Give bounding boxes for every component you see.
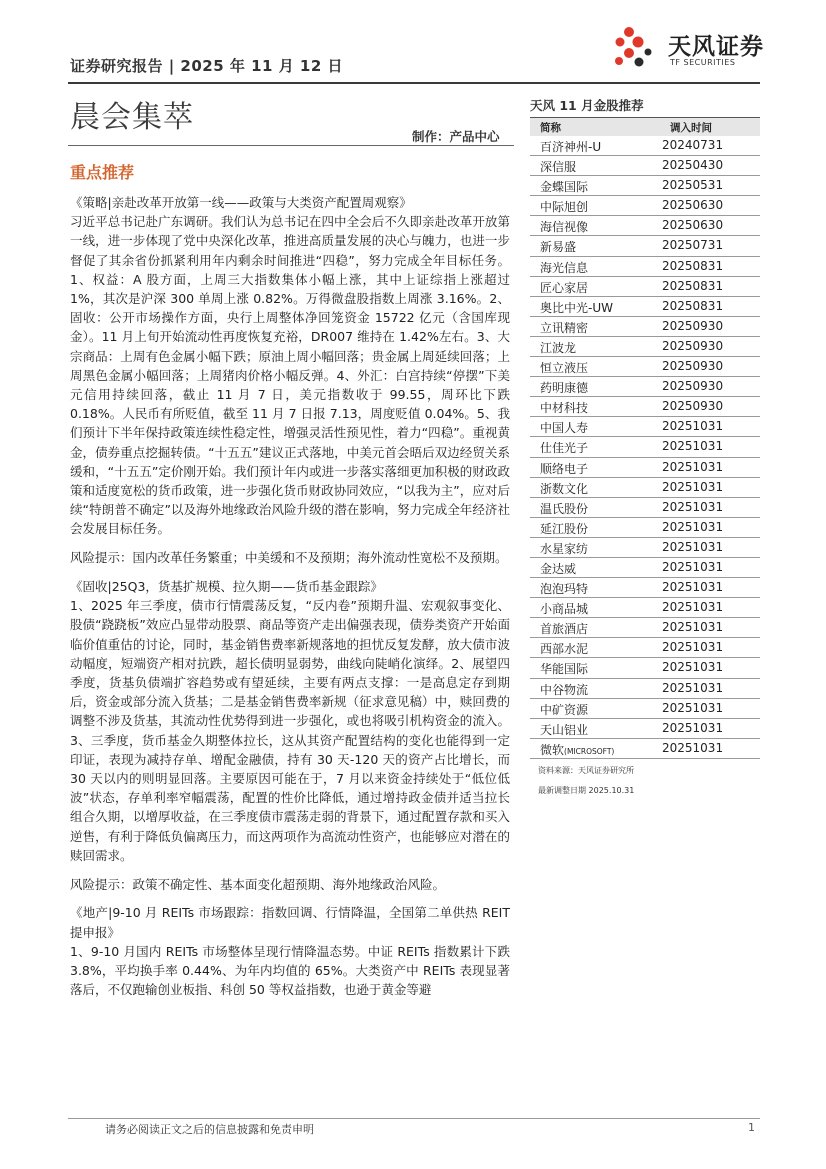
article-title: 《固收|25Q3，货基扩规模、拉久期——货币基金跟踪》 bbox=[70, 579, 383, 595]
entry-date: 20250630 bbox=[662, 198, 724, 213]
producer-label: 制作：产品中心 bbox=[412, 129, 500, 144]
table-row bbox=[530, 598, 760, 618]
entry-date: 20251031 bbox=[662, 600, 724, 615]
stock-name: 水星家纺 bbox=[540, 541, 589, 556]
table-row bbox=[530, 357, 760, 377]
table-row bbox=[530, 719, 760, 739]
entry-date: 20251031 bbox=[662, 519, 724, 534]
stock-name: 延江股份 bbox=[540, 521, 589, 536]
table-row bbox=[530, 478, 760, 498]
stock-name: 泡泡玛特 bbox=[540, 582, 589, 597]
table-row bbox=[530, 498, 760, 518]
stock-name: 立讯精密 bbox=[540, 320, 589, 335]
stock-name: 深信服 bbox=[540, 160, 577, 175]
stock-name: 中矿资源 bbox=[540, 702, 589, 717]
entry-date: 20250930 bbox=[662, 399, 724, 414]
header-divider bbox=[68, 82, 760, 84]
logo-mark-icon bbox=[610, 22, 666, 74]
table-row bbox=[530, 518, 760, 538]
stock-table bbox=[530, 136, 760, 759]
entry-date: 20250531 bbox=[662, 178, 724, 193]
stock-name: 顺络电子 bbox=[540, 461, 589, 476]
table-row bbox=[530, 618, 760, 638]
footer-disclaimer: 请务必阅读正文之后的信息披露和免责申明 bbox=[105, 1123, 314, 1136]
table-row bbox=[530, 156, 760, 176]
title-divider bbox=[68, 145, 514, 146]
entry-date: 20250831 bbox=[662, 258, 724, 273]
stock-name: 恒立液压 bbox=[540, 361, 589, 376]
entry-date: 20250430 bbox=[662, 158, 724, 173]
article-body: 1、9-10 月国内 REITs 市场整体呈现行情降温态势。中证 REITs 指数累计下跌 3.8%，平均换手率 0.44%、为年内均值的 65%。大类资产中 REITs 表现显著落后，不仅跑输创业板指、科创 50 等权益指数，也逊于黄金等避 bbox=[70, 943, 510, 998]
stock-name: 金蝶国际 bbox=[540, 180, 589, 195]
table-row bbox=[530, 297, 760, 317]
stock-name: 奥比中光-UW bbox=[540, 300, 613, 315]
stock-name: 百济神州-U bbox=[540, 140, 602, 154]
page-number: 1 bbox=[748, 1121, 755, 1134]
table-row bbox=[530, 337, 760, 357]
article-body: 习近平总书记赴广东调研。我们认为总书记在四中全会后不久即亲赴改革开放第一线，进一步体现了党中央深化改革，推进高质量发展的决心与魄力，也进一步督促了其余省份抓紧利用年内剩余时间推进“四稳”，努力完成全年目标任务。1、权益：A 股方面，上周三大指数集体小幅上涨，其中上证综指上涨超过 1%，其次是沪深 300 单周上涨 0.82%。万得微盘股指数上周涨 3.16%。2、固收：公开市场操作方面，央行上周整体净回笼资金 15722 亿元（含国库现金）。11 月上旬开始流动性再度恢复充裕，DR007 维持在 1.42%左右。3、大宗商品：上周有色金属小幅下跌；原油上周小幅回落；贵金属上周延续回落；上周黑色金属小幅回落；上周猪肉价格小幅反弹。4、外汇：白宫持续“停摆”下美元信用持续回落，截止 11 月 7 日，美元指数收于 99.55，周环比下跌 0.18%。人民币有所贬值，截至 11 月 7 日报 7.13，周度贬值 0.04%。5、我们预计下半年保持政策连续性稳定性，增强灵活性预见性，着力“四稳”。重视黄金，债券重点挖掘转债。“十五五”建议正式落地，中美元首会晤后双边经贸关系缓和，“十五五”定价刚开始。我们预计年内或进一步落实落细更加积极的财政政策和适度宽松的货币政策，进一步强化货币财政协同效应，“以我为主”，应对后续“特朗普不确定”以及海外地缘政治风险升级的潜在影响，努力完成全年经济社会发展目标任务。 bbox=[70, 214, 510, 537]
entry-date: 20250930 bbox=[662, 338, 724, 353]
stock-name-suffix: (MICROSOFT) bbox=[564, 746, 615, 756]
entry-date: 20251031 bbox=[662, 580, 724, 595]
table-row bbox=[530, 417, 760, 437]
entry-date: 20251031 bbox=[662, 740, 724, 755]
stock-name: 华能国际 bbox=[540, 662, 589, 677]
entry-date: 20251031 bbox=[662, 459, 724, 474]
table-row bbox=[530, 578, 760, 598]
column-header-name: 简称 bbox=[540, 122, 561, 134]
section-title: 重点推荐 bbox=[70, 163, 135, 182]
stock-name: 金达威 bbox=[540, 561, 577, 576]
table-row bbox=[530, 236, 760, 256]
entry-date: 20251031 bbox=[662, 720, 724, 735]
entry-date: 20250930 bbox=[662, 359, 724, 374]
document-title: 晨会集萃 bbox=[70, 100, 194, 135]
stock-name: 新易盛 bbox=[540, 240, 577, 255]
table-header bbox=[530, 117, 760, 136]
entry-date: 20250930 bbox=[662, 318, 724, 333]
stock-name: 浙数文化 bbox=[540, 481, 589, 496]
risk-note: 风险提示：政策不确定性、基本面变化超预期、海外地缘政治风险。 bbox=[70, 876, 446, 892]
table-row bbox=[530, 699, 760, 719]
stock-name: 天山铝业 bbox=[540, 722, 589, 737]
table-title: 天风 11 月金股推荐 bbox=[530, 98, 644, 113]
stock-name: 中材科技 bbox=[540, 401, 589, 416]
table-row bbox=[530, 658, 760, 678]
table-row bbox=[530, 458, 760, 478]
entry-date: 20251031 bbox=[662, 700, 724, 715]
entry-date: 20251031 bbox=[662, 539, 724, 554]
stock-name: 温氏股份 bbox=[540, 501, 589, 516]
column-header-date: 调入时间 bbox=[670, 122, 712, 134]
stock-name: 海光信息 bbox=[540, 260, 589, 275]
stock-name: 首旅酒店 bbox=[540, 622, 589, 637]
stock-name: 药明康德 bbox=[540, 381, 589, 396]
entry-date: 20251031 bbox=[662, 640, 724, 655]
table-row bbox=[530, 558, 760, 578]
source-note: 资料来源：天风证券研究所 bbox=[538, 766, 634, 775]
entry-date: 20250831 bbox=[662, 278, 724, 293]
article-body: 1、2025 年三季度，债市行情震荡反复，“反内卷”预期升温、宏观叙事变化、股债“跷跷板”效应凸显带动股票、商品等资产走出偏强表现，债券类资产开始面临价值重估的讨论，同时，基金销售费率新规落地的担忧反复发酵，放大债市波动幅度，短端资产相对抗跌，超长债明显弱势，曲线向陡峭化演绎。2、展望四季度，货基负债端扩容趋势或有望延续，主要有两点支撑：一是高息定存到期后，资金或部分流入货基；二是基金销售费率新规（征求意见稿）中，赎回费的调整不涉及货基，其流动性优势得到进一步强化，或也将吸引机构资金的流入。3、三季度，货币基金久期整体拉长，这从其资产配置结构的变化也能得到一定印证，表现为减持存单、增配金融债，持有 30 天-120 天的资产占比增长，而 30 天以内的则明显回落。主要原因可能在于，7 月以来资金持续处于“低位低波”状态，存单利率窄幅震荡，配置的性价比降低，通过增持政金债并适当拉长组合久期，以增厚收益，在三季度债市震荡走弱的背景下，通过配置存款和买入逆售，有利于降低负偏离压力，而这两项作为高流动性资产，也能够应对潜在的赎回需求。 bbox=[70, 598, 510, 863]
logo-text-cn: 天风证券 bbox=[668, 34, 764, 60]
entry-date: 20240731 bbox=[662, 138, 724, 152]
entry-date: 20250630 bbox=[662, 218, 724, 233]
stock-name: 中国人寿 bbox=[540, 421, 589, 436]
stock-name: 海信视像 bbox=[540, 220, 589, 235]
table-row bbox=[530, 397, 760, 417]
main-content bbox=[70, 193, 510, 1000]
update-date-note: 最新调整日期 2025.10.31 bbox=[538, 786, 635, 795]
entry-date: 20251031 bbox=[662, 559, 724, 574]
table-row bbox=[530, 176, 760, 196]
risk-note: 风险提示：国内改革任务繁重；中美缓和不及预期；海外流动性宽松不及预期。 bbox=[70, 550, 508, 566]
table-row bbox=[530, 638, 760, 658]
stock-name: 西部水泥 bbox=[540, 642, 589, 657]
stock-name: 匠心家居 bbox=[540, 280, 589, 295]
entry-date: 20250731 bbox=[662, 238, 724, 253]
table-row bbox=[530, 437, 760, 457]
entry-date: 20251031 bbox=[662, 660, 724, 675]
stock-name: 仕佳光子 bbox=[540, 441, 589, 456]
stock-name: 小商品城 bbox=[540, 602, 589, 617]
entry-date: 20250831 bbox=[662, 298, 724, 313]
table-row bbox=[530, 216, 760, 236]
table-row bbox=[530, 277, 760, 297]
entry-date: 20250930 bbox=[662, 379, 724, 394]
stock-name: 江波龙 bbox=[540, 340, 577, 355]
footer-divider bbox=[68, 1118, 760, 1119]
table-row bbox=[530, 257, 760, 277]
article-title: 《地产|9-10 月 REITs 市场跟踪：指数回调、行情降温，全国第二单供热 REIT 提申报》 bbox=[70, 905, 510, 940]
entry-date: 20251031 bbox=[662, 419, 724, 434]
table-row bbox=[530, 377, 760, 397]
table-row bbox=[530, 739, 760, 759]
entry-date: 20251031 bbox=[662, 479, 724, 494]
table-row bbox=[530, 136, 760, 156]
table-row bbox=[530, 538, 760, 558]
entry-date: 20251031 bbox=[662, 439, 724, 454]
report-header: 证券研究报告 | 2025 年 11 月 12 日 bbox=[70, 57, 344, 75]
stock-name: 中谷物流 bbox=[540, 682, 589, 697]
entry-date: 20251031 bbox=[662, 680, 724, 695]
article-title: 《策略|亲赴改革开放第一线——政策与大类资产配置周观察》 bbox=[70, 195, 412, 210]
stock-name: 中际旭创 bbox=[540, 200, 589, 215]
entry-date: 20251031 bbox=[662, 499, 724, 514]
entry-date: 20251031 bbox=[662, 620, 724, 635]
table-row bbox=[530, 196, 760, 216]
table-row bbox=[530, 317, 760, 337]
table-row bbox=[530, 679, 760, 699]
stock-name: 微软(MICROSOFT) bbox=[540, 742, 615, 757]
logo-text-en: TF SECURITIES bbox=[670, 58, 736, 67]
